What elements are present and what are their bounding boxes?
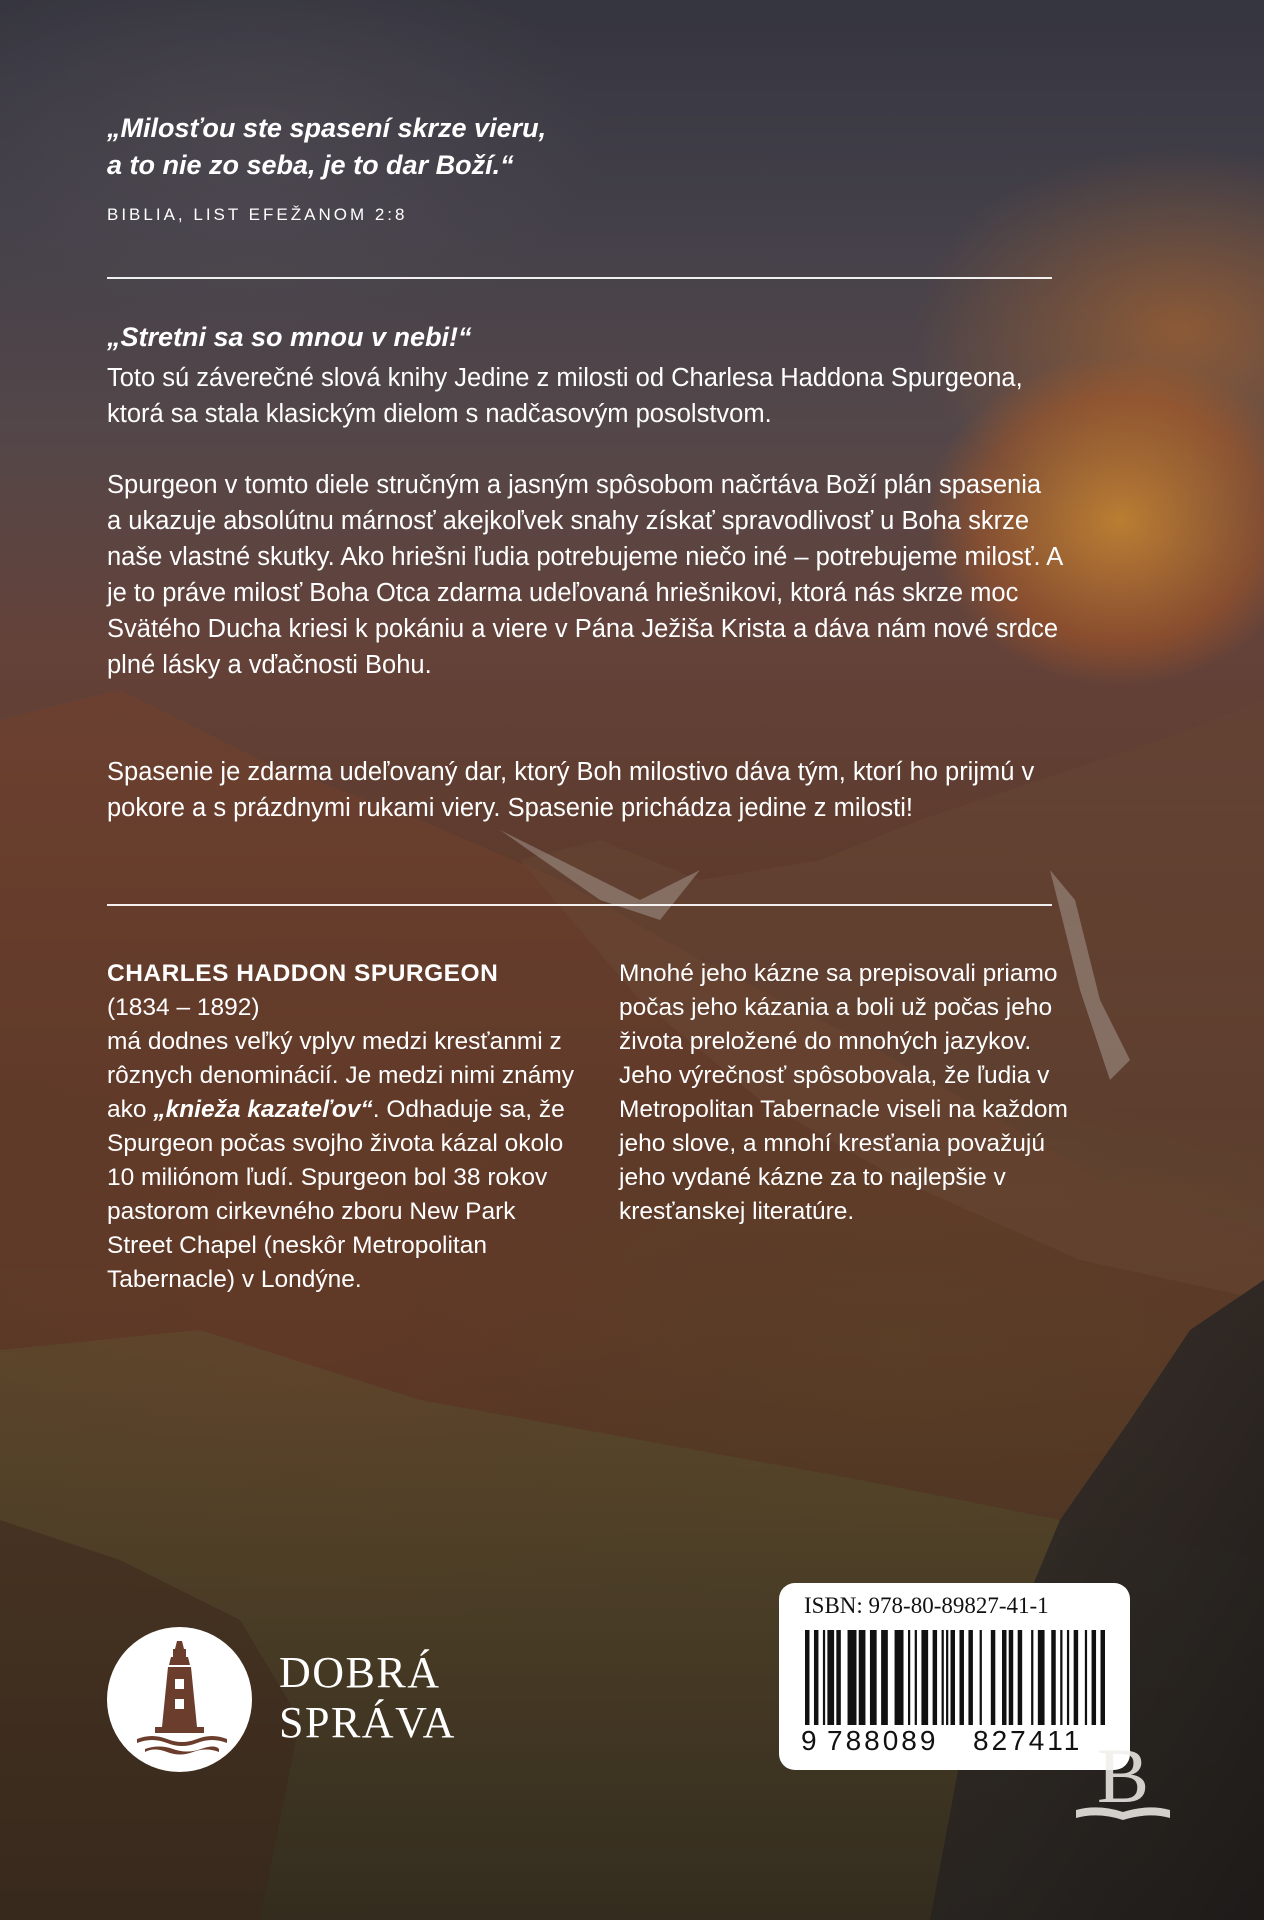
author-name: CHARLES HADDON SPURGEON — [107, 960, 499, 987]
barcode-bar — [859, 1630, 866, 1725]
barcode-bar — [827, 1630, 834, 1725]
barcode-bar — [951, 1630, 955, 1725]
author-bio-column-2: Mnohé jeho kázne sa prepisovali priamo počas jeho kázania a boli už počas jeho života preložené do mnohých jazykov. Jeho výrečnosť spôsobovala, že ľudia v Metropolitan Tabernacle viseli na každom jeho slove, a mnohí kresťania považujú jeho vydané kázne za to najlepšie v kresťanskej literatúre. — [619, 960, 1068, 1225]
publisher-mark-letter: B — [1096, 1732, 1150, 1819]
author-bio-part-2: . Odhaduje sa, že Spurgeon počas svojho života kázal okolo 10 miliónom ľudí. Spurgeon bol 38 rokov pastorom cirkevného zboru New Park Street Chapel (neskôr Metropolitan Tabernacle) v Londýne. — [107, 1096, 565, 1293]
author-bio-text — [107, 1025, 587, 1297]
divider-bottom — [107, 904, 1052, 906]
author-bio-column-1 — [107, 957, 587, 1297]
divider-top — [107, 277, 1052, 279]
publisher-logo — [107, 1627, 252, 1772]
barcode-bar — [915, 1630, 917, 1725]
barcode-bar — [1101, 1630, 1105, 1725]
barcode-bar — [823, 1630, 825, 1725]
barcode-bar — [1038, 1630, 1045, 1725]
barcode-bar — [1009, 1630, 1013, 1725]
barcode-bar — [870, 1630, 877, 1725]
barcode-bar — [1060, 1630, 1062, 1725]
barcode-bars — [801, 1630, 1111, 1735]
letter-b-book-icon — [1068, 1722, 1178, 1832]
isbn-label: ISBN: 978-80-89827-41-1 — [804, 1593, 1049, 1618]
barcode-bar — [1074, 1630, 1078, 1725]
barcode-bar — [836, 1630, 840, 1725]
lighthouse-icon — [107, 1627, 252, 1772]
barcode-bar — [1067, 1630, 1069, 1725]
barcode-bar — [908, 1630, 910, 1725]
blurb-paragraph-1: Toto sú záverečné slová knihy Jedine z milosti od Charlesa Haddona Spurgeona, ktorá sa stala klasickým dielom s nadčasovým posolstvom. — [107, 364, 1023, 428]
barcode-digits-group-1: 788089 — [827, 1725, 939, 1756]
author-bio-part-1: má dodnes veľký vplyv medzi kresťanmi z rôznych denominácií. Je medzi nimi známy ako — [107, 1028, 575, 1123]
barcode-digits-group-2: 827411 — [973, 1725, 1083, 1756]
barcode-bar — [1085, 1630, 1087, 1725]
barcode-bar — [895, 1630, 904, 1725]
barcode-bar — [1018, 1630, 1022, 1725]
barcode-bar — [848, 1630, 857, 1725]
barcode-bar — [814, 1630, 818, 1725]
epigraph-quote: „Milosťou ste spasení skrze vieru, a to nie zo seba, je to dar Boží.“ — [107, 113, 547, 180]
barcode-bar — [959, 1630, 963, 1725]
barcode-bar — [991, 1630, 995, 1725]
blurb-paragraph-3: Spasenie je zdarma udeľovaný dar, ktorý Boh milostivo dáva tým, ktorí ho prijmú v pokore a s prázdnymi rukami viery. Spasenie prichádza jedine z milosti! — [107, 758, 1035, 822]
barcode-bar — [968, 1630, 972, 1725]
barcode-bar — [942, 1630, 944, 1725]
barcode-bar — [1092, 1630, 1096, 1725]
barcode-bar — [980, 1630, 982, 1725]
author-years: (1834 – 1892) — [107, 994, 260, 1021]
blurb-intro-quote: „Stretni sa so mnou v nebi!“ — [107, 322, 472, 352]
barcode-digit-first: 9 — [801, 1725, 817, 1756]
barcode-bar — [1002, 1630, 1006, 1725]
epigraph-citation: BIBLIA, LIST EFEŽANOM 2:8 — [107, 205, 408, 224]
author-nickname: „knieža kazateľov“ — [153, 1096, 373, 1123]
barcode-bar — [946, 1630, 948, 1725]
barcode-bar — [921, 1630, 928, 1725]
publisher-name: DOBRÁ SPRÁVA — [279, 1648, 456, 1747]
barcode-bar — [1051, 1630, 1055, 1725]
barcode-bar — [1031, 1630, 1033, 1725]
barcode-bar — [881, 1630, 888, 1725]
blurb-paragraph-2: Spurgeon v tomto diele stručným a jasným spôsobom načrtáva Boží plán spasenia a ukazuje absolútnu márnosť akejkoľvek snahy získať spravodlivosť u Boha skrze naše vlastné skutky. Ako hriešni ľudia potrebujeme niečo iné – potrebujeme milosť. A je to práve milosť Boha Otca zdarma udeľovaná hriešnikovi, ktorá nás skrze moc Svätého Ducha kriesi k pokániu a viere v Pána Ježiša Krista a dáva nám nové srdce plné lásky a vďačnosti Bohu. — [107, 471, 1062, 679]
barcode-bar — [933, 1630, 937, 1725]
barcode-bar — [805, 1630, 809, 1725]
